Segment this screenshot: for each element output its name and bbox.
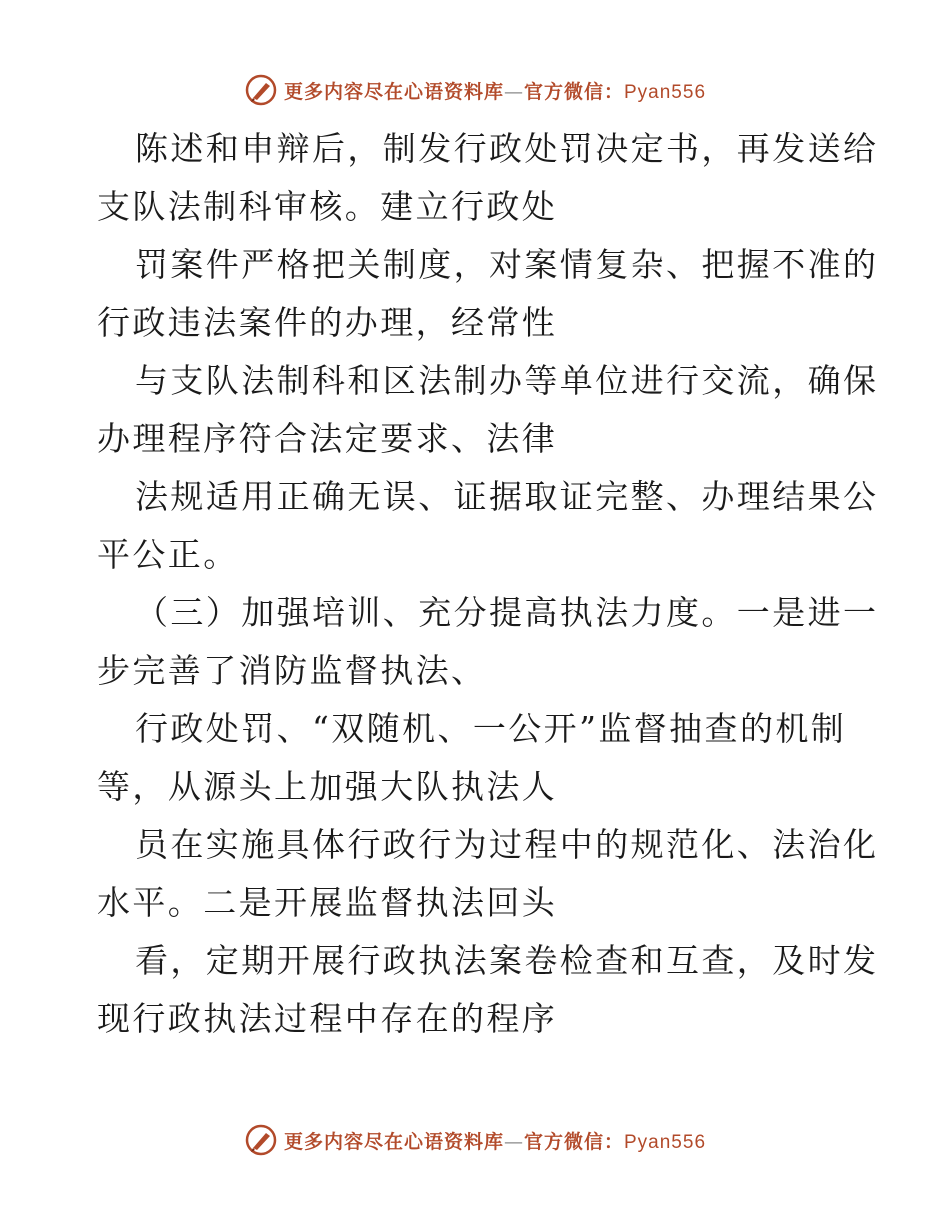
- body-line: 步完善了消防监督执法、: [97, 651, 487, 690]
- watermark-group: [244, 73, 706, 107]
- body-line: 支队法制科审核。建立行政处: [97, 187, 558, 226]
- body-line: 平公正。: [97, 535, 239, 574]
- watermark-separator: —: [503, 1130, 524, 1153]
- body-line: 行政处罚、“双随机、一公开”监督抽查的机制: [135, 709, 847, 748]
- body-line: 法规适用正确无误、证据取证完整、办理结果公: [135, 477, 879, 516]
- body-line: 陈述和申辩后，制发行政处罚决定书，再发送给: [135, 129, 879, 168]
- body-line: 行政违法案件的办理，经常性: [97, 303, 558, 342]
- watermark-separator: —: [503, 80, 524, 103]
- watermark-group: [244, 1123, 706, 1157]
- pen-logo-icon: [244, 73, 278, 107]
- body-line: 水平。二是开展监督执法回头: [97, 883, 558, 922]
- watermark-label: 官方微信：: [523, 80, 624, 103]
- watermark-text: [284, 77, 706, 104]
- pen-logo-icon: [244, 1123, 278, 1157]
- body-line: 看，定期开展行政执法案卷检查和互查，及时发: [135, 941, 879, 980]
- body-line: 现行政执法过程中存在的程序: [97, 999, 558, 1038]
- body-line: 员在实施具体行政行为过程中的规范化、法治化: [135, 825, 879, 864]
- watermark-brand: 更多内容尽在心语资料库: [283, 80, 504, 103]
- body-line: 与支队法制科和区法制办等单位进行交流，确保: [135, 361, 879, 400]
- watermark-text: [284, 1127, 706, 1154]
- document-body: [97, 120, 879, 1048]
- watermark-brand: 更多内容尽在心语资料库: [283, 1130, 504, 1153]
- watermark-label: 官方微信：: [523, 1130, 624, 1153]
- footer-watermark: [0, 1120, 950, 1160]
- body-line: 办理程序符合法定要求、法律: [97, 419, 558, 458]
- body-line: （三）加强培训、充分提高执法力度。一是进一: [135, 593, 879, 632]
- watermark-wechat-id: Pyan556: [624, 81, 707, 103]
- body-line: 罚案件严格把关制度，对案情复杂、把握不准的: [135, 245, 879, 284]
- header-watermark: [0, 70, 950, 110]
- watermark-wechat-id: Pyan556: [624, 1131, 707, 1153]
- body-line: 等，从源头上加强大队执法人: [97, 767, 558, 806]
